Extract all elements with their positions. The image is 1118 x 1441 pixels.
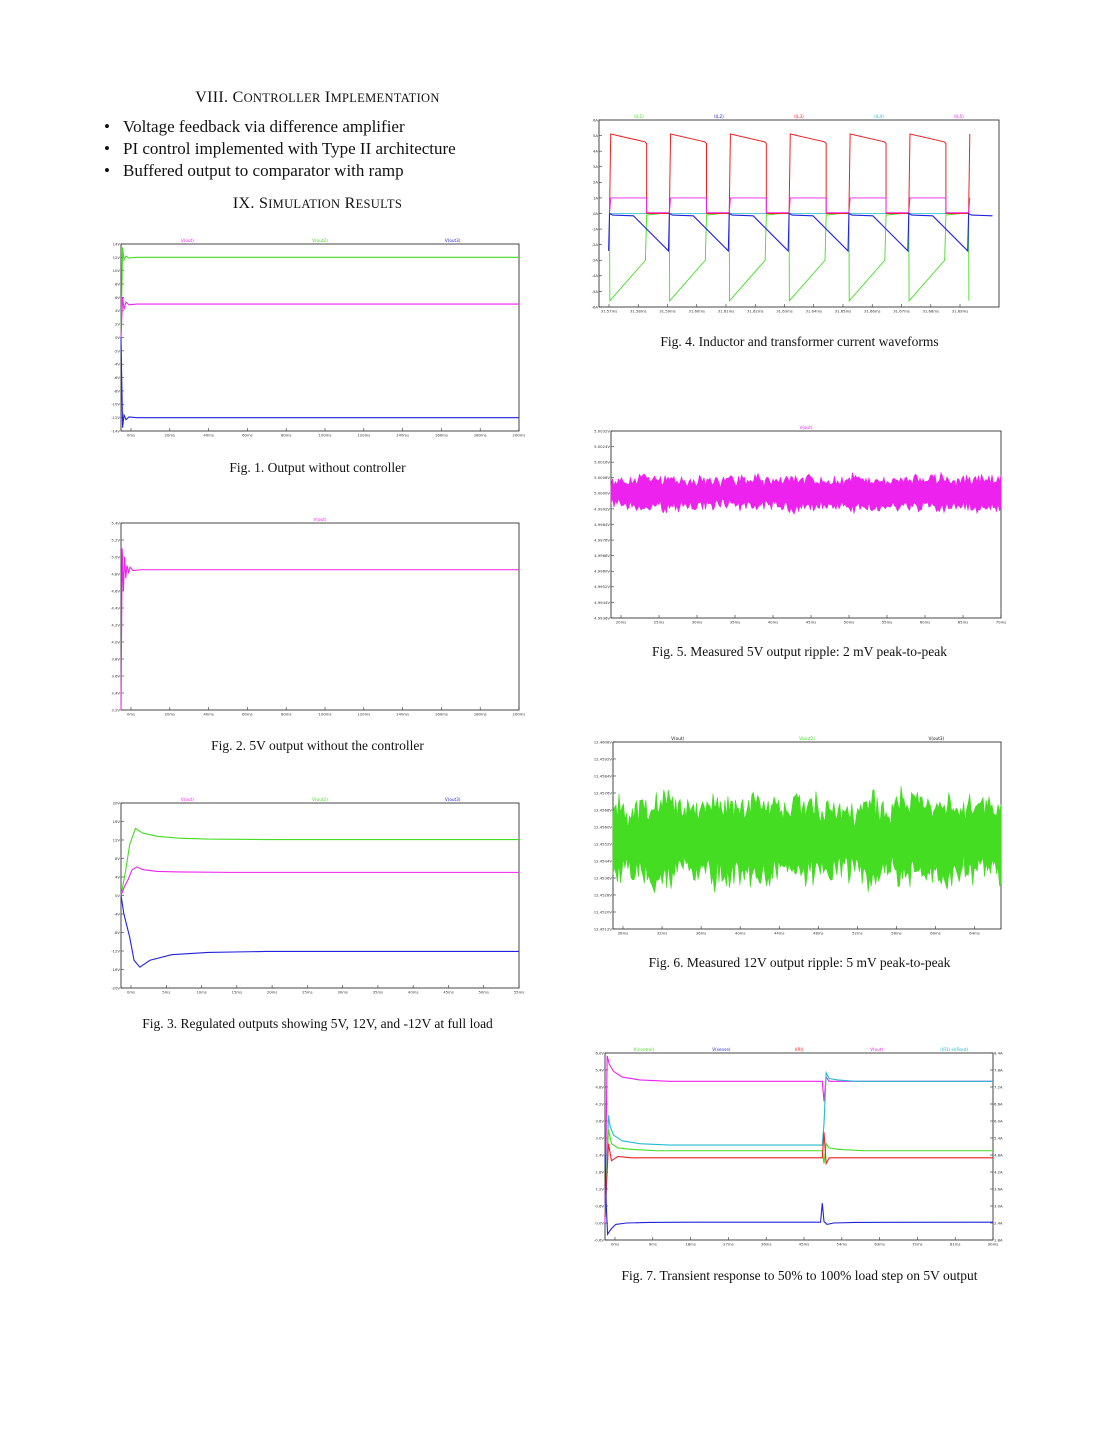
y-tick-label: 0.0V (595, 1220, 604, 1226)
x-tick-label: 36ms (695, 930, 707, 936)
x-tick-label: 60ms (242, 711, 253, 717)
figure-7-chart (589, 1045, 1007, 1249)
figure-4-chart (589, 112, 1007, 316)
y-tick-label: 12V (112, 837, 120, 843)
x-tick-label: 0ms (126, 432, 136, 438)
x-tick-label: 180ms (473, 711, 487, 717)
y-tick-label: -8V (113, 929, 120, 935)
y-tick-label: -2A (591, 242, 598, 248)
x-tick-label: 35ms (729, 619, 741, 625)
y2-tick-label: 8.4A (994, 1050, 1003, 1056)
y-tick-label: 12.4512V (593, 926, 612, 932)
y2-tick-label: 7.2A (994, 1084, 1003, 1090)
section-title-part: I (324, 89, 331, 106)
x-tick-label: 31.57ms (600, 308, 618, 314)
legend-entry: V(out2) (312, 797, 328, 802)
x-tick-label: 80ms (280, 711, 292, 717)
y-tick-label: 4A (592, 148, 598, 154)
y2-tick-label: 2.4A (994, 1220, 1003, 1226)
x-tick-label: 160ms (434, 432, 448, 438)
y2-tick-label: 6.6A (994, 1101, 1003, 1107)
x-tick-label: 18ms (685, 1241, 696, 1247)
y-tick-label: 1.8V (595, 1169, 604, 1175)
y-tick-label: 5.4V (595, 1067, 604, 1073)
y-tick-label: -4V (113, 361, 120, 367)
legend-entry: V(out) (313, 517, 327, 522)
figure-2-caption: Fig. 2. 5V output without the controller (211, 738, 424, 753)
y-tick-label: 12.4592V (593, 756, 612, 762)
y-tick-label: 0V (114, 334, 120, 340)
y-tick-label: 4V (114, 874, 120, 880)
section-title-part: C (232, 89, 244, 106)
plot-area (121, 244, 519, 431)
x-tick-label: 70ms (995, 619, 1007, 625)
legend-entry: V(out) (799, 425, 813, 430)
y-tick-label: 2.4V (595, 1152, 604, 1158)
x-tick-label: 63ms (874, 1241, 885, 1247)
y-tick-label: 3.8V (111, 656, 120, 662)
y-tick-label: 6.0V (595, 1050, 604, 1056)
y-tick-label: 5.0V (111, 554, 120, 560)
x-tick-label: 0ms (126, 989, 136, 995)
x-tick-label: 60ms (930, 930, 941, 936)
y-tick-label: 5.0016V (594, 459, 610, 465)
y-tick-label: 3.4V (111, 690, 120, 696)
x-tick-label: 180ms (473, 432, 487, 438)
y-tick-label: 5.0000V (594, 490, 610, 496)
figure-2-chart (107, 515, 525, 719)
figure-5-caption: Fig. 5. Measured 5V output ripple: 2 mV peak-to-peak (652, 644, 947, 659)
legend-entry: V(out2) (799, 736, 815, 741)
y-tick-label: 12.4560V (593, 824, 612, 830)
plot-area (121, 523, 519, 710)
y-tick-label: 4.9992V (594, 506, 610, 512)
y-tick-label: 12.4552V (593, 841, 612, 847)
y-tick-label: 12.4520V (593, 909, 612, 915)
bullet-list (104, 116, 456, 182)
x-tick-label: 31.60ms (688, 308, 706, 314)
x-tick-label: 28ms (617, 930, 629, 936)
bullet-item: • PI control implemented with Type II architecture (104, 138, 456, 160)
legend-entry: I(L1) (634, 114, 644, 119)
y-tick-label: 3.0V (595, 1135, 604, 1141)
x-tick-label: 100ms (318, 432, 332, 438)
x-tick-label: 60ms (242, 432, 253, 438)
y-tick-label: -8V (113, 388, 120, 394)
y-tick-label: 5.0032V (594, 428, 610, 434)
x-tick-label: 15ms (231, 989, 243, 995)
x-tick-label: 31.62ms (746, 308, 764, 314)
y-tick-label: 12.4576V (593, 790, 612, 796)
section-number: VIII. (195, 89, 229, 106)
y-tick-label: 4.9984V (594, 521, 610, 527)
y-tick-label: 5.0008V (594, 475, 610, 481)
y-tick-label: 2A (592, 179, 598, 185)
y-tick-label: 4.6V (111, 588, 120, 594)
y-tick-label: 3.6V (111, 673, 120, 679)
figure-7-caption: Fig. 7. Transient response to 50% to 100% load step on 5V output (621, 1268, 978, 1283)
x-tick-label: 50ms (478, 989, 489, 995)
x-tick-label: 31.65ms (834, 308, 852, 314)
y-tick-label: 4.9976V (594, 537, 610, 543)
x-tick-label: 56ms (891, 930, 902, 936)
x-tick-label: 160ms (434, 711, 448, 717)
y-tick-label: 12.4528V (593, 892, 612, 898)
y-tick-label: 4.9952V (594, 584, 610, 590)
x-tick-label: 25ms (302, 989, 313, 995)
legend-entry: V(control) (633, 1047, 655, 1052)
legend-entry: V(out) (180, 238, 194, 243)
section-title-part: ONTROLLER (243, 91, 321, 105)
x-tick-label: 120ms (357, 711, 371, 717)
x-tick-label: 30ms (337, 989, 348, 995)
x-tick-label: 32ms (656, 930, 668, 936)
x-tick-label: 60ms (919, 619, 931, 625)
y2-tick-label: 3.0A (994, 1203, 1003, 1209)
y-tick-label: 16V (112, 818, 120, 824)
section-number: IX. (232, 195, 255, 212)
y-tick-label: 4.4V (111, 605, 120, 611)
y-tick-label: 12V (112, 254, 120, 260)
x-tick-label: 55ms (513, 989, 525, 995)
x-tick-label: 120ms (357, 432, 371, 438)
y-tick-label: -3A (591, 257, 598, 263)
x-tick-label: 54ms (836, 1241, 848, 1247)
plot-area (121, 803, 519, 988)
y-tick-label: -1A (591, 226, 598, 232)
section-title-part: IMULATION (268, 197, 341, 211)
x-tick-label: 20ms (615, 619, 627, 625)
legend-entry: I(L4) (874, 114, 884, 119)
x-tick-label: 31.68ms (922, 308, 940, 314)
y-tick-label: 1A (592, 195, 598, 201)
x-tick-label: 50ms (843, 619, 855, 625)
x-tick-label: 40ms (203, 432, 214, 438)
y-tick-label: 4V (114, 308, 120, 314)
y-tick-label: -5A (591, 288, 598, 294)
x-tick-label: 45ms (798, 1241, 810, 1247)
x-tick-label: 36ms (760, 1241, 772, 1247)
y-tick-label: -20V (111, 985, 120, 991)
section-heading-controller (105, 89, 530, 107)
y-tick-label: 20V (112, 800, 120, 806)
section-title-part: MPLEMENTATION (330, 91, 440, 105)
y-tick-label: 4.9936V (594, 615, 610, 621)
x-tick-label: 27ms (723, 1241, 734, 1247)
y-tick-label: -6A (591, 304, 598, 310)
x-tick-label: 25ms (653, 619, 665, 625)
y-tick-label: 12.4584V (593, 773, 612, 779)
x-tick-label: 40ms (203, 711, 214, 717)
x-tick-label: 81ms (949, 1241, 961, 1247)
y-tick-label: 2V (114, 321, 120, 327)
x-tick-label: 0ms (126, 711, 136, 717)
legend-entry: I(L3) (794, 114, 804, 119)
x-tick-label: 72ms (912, 1241, 923, 1247)
y-tick-label: 4.9960V (594, 568, 610, 574)
legend-entry: V(out) (671, 736, 685, 741)
y-tick-label: -12V (111, 948, 120, 954)
x-tick-label: 31.59ms (659, 308, 676, 314)
legend-entry: V(out3) (928, 736, 945, 741)
x-tick-label: 20ms (164, 711, 176, 717)
x-tick-label: 65ms (957, 619, 969, 625)
x-tick-label: 31.67ms (893, 308, 910, 314)
y-tick-label: 0.6V (595, 1203, 604, 1209)
x-tick-label: 31.63ms (776, 308, 793, 314)
x-tick-label: 5ms (162, 989, 171, 995)
section-title-part: R (344, 195, 356, 212)
bullet-item: • Buffered output to comparator with ramp (104, 160, 456, 182)
plot-area (611, 431, 1001, 618)
y-tick-label: -16V (111, 966, 120, 972)
x-tick-label: 44ms (773, 930, 785, 936)
x-tick-label: 31.61ms (717, 308, 735, 314)
x-tick-label: 0ms (610, 1241, 620, 1247)
bullet-item: • Voltage feedback via difference amplifier (104, 116, 456, 138)
y-tick-label: 3A (592, 164, 598, 170)
legend-entry: V(out3) (444, 797, 461, 802)
x-tick-label: 30ms (691, 619, 703, 625)
y2-tick-label: 6.0A (994, 1118, 1003, 1124)
figure-6-caption: Fig. 6. Measured 12V output ripple: 5 mV peak-to-peak (648, 955, 951, 970)
legend-entry: I(Rl) (794, 1047, 804, 1052)
x-tick-label: 35ms (372, 989, 384, 995)
y-tick-label: 1.2V (595, 1186, 604, 1192)
x-tick-label: 45ms (443, 989, 454, 995)
y-tick-label: -12V (111, 415, 120, 421)
x-tick-label: 55ms (881, 619, 893, 625)
y2-tick-label: 5.4A (994, 1135, 1003, 1141)
y-tick-label: -0.6V (593, 1237, 604, 1243)
legend-entry: V(out3) (444, 238, 461, 243)
y-tick-label: 4.8V (595, 1084, 604, 1090)
y-tick-label: 0A (592, 210, 598, 216)
figure-1-caption: Fig. 1. Output without controller (229, 460, 406, 475)
figure-5-chart (589, 423, 1007, 627)
figure-1-chart (107, 236, 525, 440)
legend-entry: V(out) (870, 1047, 884, 1052)
y-tick-label: 3.6V (595, 1118, 604, 1124)
y-tick-label: -14V (111, 428, 120, 434)
section-title-part: S (258, 195, 269, 212)
y-tick-label: 5.2V (111, 537, 120, 543)
x-tick-label: 100ms (318, 711, 332, 717)
x-tick-label: 31.69ms (951, 308, 969, 314)
y-tick-label: 6A (592, 117, 598, 123)
x-tick-label: 40ms (407, 989, 419, 995)
x-tick-label: 10ms (196, 989, 207, 995)
y-tick-label: 4.2V (111, 622, 120, 628)
x-tick-label: 200ms (512, 711, 525, 717)
x-tick-label: 200ms (512, 432, 525, 438)
y-tick-label: 12.4608V (593, 739, 612, 745)
x-tick-label: 20ms (266, 989, 278, 995)
y-tick-label: 4.9968V (594, 553, 610, 559)
y-tick-label: 8V (114, 855, 120, 861)
y-tick-label: -10V (111, 401, 120, 407)
y-tick-label: 0V (114, 892, 120, 898)
x-tick-label: 31.66ms (863, 308, 881, 314)
y-tick-label: 14V (112, 241, 120, 247)
legend-entry: I(R1)+I(Rout) (940, 1047, 969, 1052)
y2-tick-label: 7.8A (994, 1067, 1003, 1073)
x-tick-label: 20ms (164, 432, 176, 438)
y-tick-label: 3.2V (111, 707, 120, 713)
x-tick-label: 45ms (805, 619, 817, 625)
x-tick-label: 31.64ms (805, 308, 823, 314)
y-tick-label: -4V (113, 911, 120, 917)
y2-tick-label: 3.6A (994, 1186, 1003, 1192)
x-tick-label: 9ms (648, 1241, 657, 1247)
legend-entry: V(out) (180, 797, 194, 802)
x-tick-label: 40ms (767, 619, 779, 625)
x-tick-label: 31.58ms (629, 308, 647, 314)
y-tick-label: 5.4V (111, 520, 120, 526)
y-tick-label: 4.8V (111, 571, 120, 577)
legend-entry: V(out2) (312, 238, 328, 243)
x-tick-label: 64ms (969, 930, 980, 936)
y-tick-label: -2V (113, 348, 120, 354)
y2-tick-label: 4.2A (994, 1169, 1003, 1175)
legend-entry: V(sense) (712, 1047, 731, 1052)
x-tick-label: 140ms (396, 432, 410, 438)
figure-6-chart (589, 734, 1007, 938)
y-tick-label: 4.2V (595, 1101, 604, 1107)
y-tick-label: 6V (114, 294, 120, 300)
y-tick-label: 5A (592, 132, 598, 138)
figure-3-chart (107, 795, 525, 997)
y-tick-label: 12.4544V (593, 858, 612, 864)
y-tick-label: 5.0024V (594, 443, 610, 449)
figure-4-caption: Fig. 4. Inductor and transformer current waveforms (660, 334, 939, 349)
legend-entry: I(L5) (954, 114, 964, 119)
y-tick-label: 10V (112, 268, 120, 274)
figure-3-caption: Fig. 3. Regulated outputs showing 5V, 12V, and -12V at full load (142, 1016, 493, 1031)
x-tick-label: 48ms (813, 930, 824, 936)
x-tick-label: 80ms (280, 432, 292, 438)
y-tick-label: 4.9944V (594, 599, 610, 605)
x-tick-label: 90ms (987, 1241, 999, 1247)
y-tick-label: 12.4536V (593, 875, 612, 881)
y-tick-label: 8V (114, 281, 120, 287)
section-title-part: ESULTS (355, 197, 403, 211)
y-tick-label: 4.0V (111, 639, 120, 645)
x-tick-label: 52ms (852, 930, 863, 936)
y2-tick-label: 1.8A (994, 1237, 1003, 1243)
y-tick-label: 12.4568V (593, 807, 612, 813)
y-tick-label: -6V (113, 374, 120, 380)
section-heading-simulation (105, 195, 530, 213)
y-tick-label: -4A (591, 273, 598, 279)
x-tick-label: 40ms (734, 930, 746, 936)
legend-entry: I(L2) (714, 114, 724, 119)
x-tick-label: 140ms (396, 711, 410, 717)
y2-tick-label: 4.8A (994, 1152, 1003, 1158)
